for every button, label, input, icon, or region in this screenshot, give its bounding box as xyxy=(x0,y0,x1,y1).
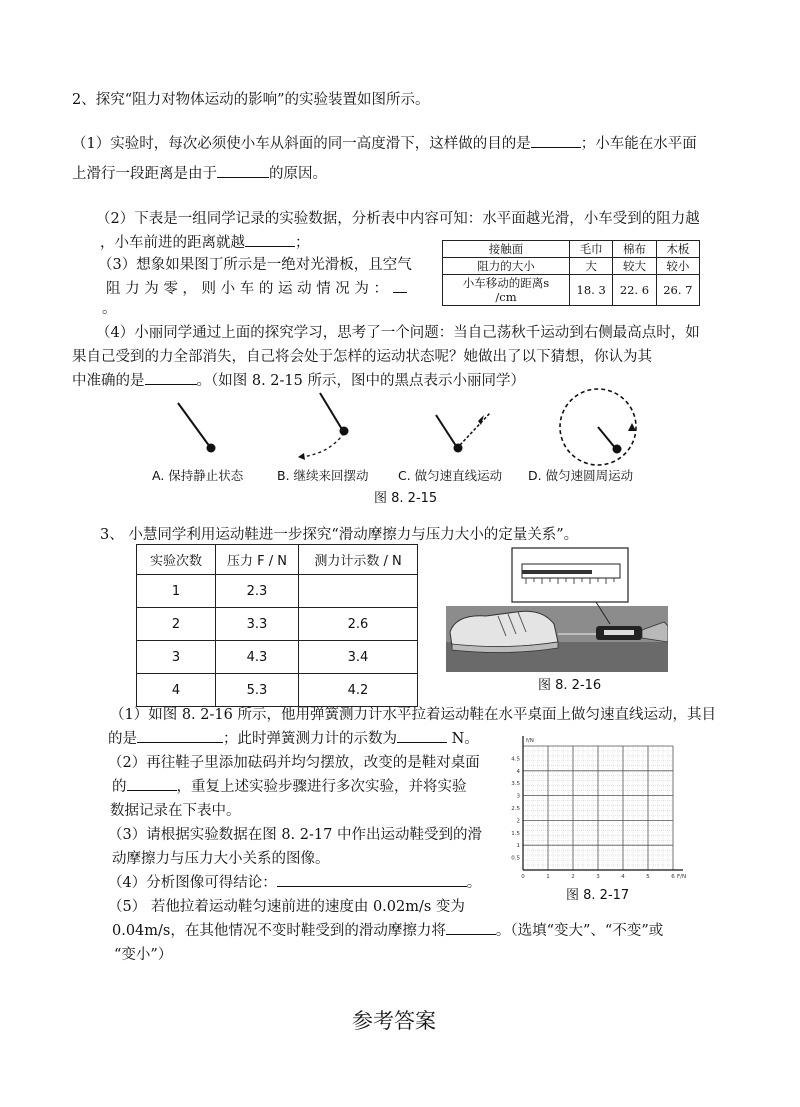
x-tick-label: 0 xyxy=(521,874,525,880)
y-tick-label: 3 xyxy=(516,793,520,800)
q3-part3-line2: 动摩擦力与压力大小关系的图像。 xyxy=(112,851,330,867)
surface-table-header: 毛巾 xyxy=(570,241,613,258)
experiment-table-header: 压力 F / N xyxy=(216,545,299,575)
experiment-table-header: 测力计示数 / N xyxy=(299,545,418,575)
q2-p1-text-a: （1）实验时，每次必须使小车从斜面的同一高度滑下，这样做的目的是 xyxy=(72,136,531,152)
y-tick-label: 4 xyxy=(516,768,520,775)
x-tick-label: 4 xyxy=(621,874,625,880)
q2-part3-line1: （3）想象如果图丁所示是一绝对光滑板，且空气 xyxy=(98,257,412,273)
option-c-diagram xyxy=(436,413,490,453)
experiment-table-cell: 3.3 xyxy=(216,608,299,641)
q2-p2-text-c: ； xyxy=(295,235,310,251)
experiment-table-row xyxy=(137,674,418,707)
q3-p1-text-c: ；此时弹簧测力计的示数为 xyxy=(223,731,397,747)
q3-p4-blank[interactable] xyxy=(277,872,467,887)
experiment-table-cell: 2.3 xyxy=(216,575,299,608)
experiment-table-cell[interactable] xyxy=(299,575,418,608)
experiment-table-cell: 5.3 xyxy=(216,674,299,707)
q3-part2-line1: （2）再往鞋子里添加砝码并均匀摆放，改变的是鞋对桌面 xyxy=(108,755,480,771)
surface-table-cell xyxy=(443,275,570,306)
q3-part2-line3: 数据记录在下表中。 xyxy=(110,803,241,819)
y-tick-label: 2 xyxy=(516,818,520,825)
q3-part4-line xyxy=(108,871,481,892)
x-tick-label: 3 xyxy=(596,874,600,880)
experiment-table-cell: 4 xyxy=(137,674,216,707)
q2-p1-blank-2[interactable] xyxy=(217,163,269,178)
q3-intro: 3、 小慧同学利用运动鞋进一步探究“滑动摩擦力与压力大小的定量关系”。 xyxy=(100,527,579,543)
experiment-table-cell: 3.4 xyxy=(299,641,418,674)
q3-p1-text-d: N。 xyxy=(451,731,479,747)
q3-p1-blank-2[interactable] xyxy=(397,728,447,743)
figure-8-2-16-caption: 图 8. 2-16 xyxy=(538,678,602,693)
q2-p4-blank[interactable] xyxy=(145,370,197,385)
answer-title: 参考答案 xyxy=(352,1009,436,1033)
q2-p3-text-b: 阻 力 为 零 ， 则 小 车 的 运 动 情 况 为 ： xyxy=(106,281,389,297)
experiment-table-header: 实验次数 xyxy=(137,545,216,575)
q2-part1-line2 xyxy=(72,162,327,183)
x-tick-label: 2 xyxy=(571,874,575,880)
figure-8-2-17-caption: 图 8. 2-17 xyxy=(566,888,630,903)
experiment-table-cell: 3 xyxy=(137,641,216,674)
experiment-table-header-row xyxy=(137,545,418,575)
q2-p1-text-c: 上滑行一段距离是由于 xyxy=(72,166,217,182)
q3-p5-text-c: 。（选填“变大”、“不变”或 xyxy=(495,923,664,939)
surface-table-cell: 18. 3 xyxy=(570,275,613,306)
surface-table-cell: 阻力的大小 xyxy=(443,258,570,275)
option-b-diagram xyxy=(298,393,349,460)
shoe-scale-photo xyxy=(446,546,668,672)
q2-part2-line1: （2）下表是一组同学记录的实验数据，分析表中内容可知：水平面越光滑，小车受到的阻力越 xyxy=(96,211,700,227)
experiment-table-row xyxy=(137,608,418,641)
q3-part5-line3: “变小”） xyxy=(114,947,173,963)
q3-part1-line1: （1）如图 8. 2-16 所示，他用弹簧测力计水平拉着运动鞋在水平桌面上做匀速直线运动，其目 xyxy=(110,707,716,723)
q2-part1-line1 xyxy=(72,132,697,153)
option-b-label: B. 继续来回摆动 xyxy=(277,468,369,483)
y-tick-label: 2.5 xyxy=(511,806,520,812)
q2-p1-text-b: ；小车能在水平面 xyxy=(580,136,697,152)
experiment-table xyxy=(136,544,418,707)
surface-table-header: 接触面 xyxy=(443,241,570,258)
q2-p4-text-c: 中准确的是 xyxy=(72,373,145,389)
q2-part2-line2 xyxy=(100,231,310,252)
y-tick-label: 4.5 xyxy=(511,756,520,763)
surface-table-cell: 较小 xyxy=(656,258,699,275)
surface-table-row xyxy=(443,275,700,306)
experiment-table-cell: 2.6 xyxy=(299,608,418,641)
option-d-diagram xyxy=(560,389,636,465)
q2-p2-blank[interactable] xyxy=(245,232,295,247)
experiment-table-cell: 1 xyxy=(137,575,216,608)
swing-figure xyxy=(140,385,680,467)
surface-table-cell: 较大 xyxy=(613,258,656,275)
q2-p1-blank-1[interactable] xyxy=(531,133,581,148)
surface-data-table xyxy=(442,240,700,306)
x-axis-label: F/N xyxy=(677,874,687,880)
q3-part1-line2 xyxy=(108,727,479,748)
x-tick-label: 1 xyxy=(546,874,550,880)
y-tick-label: 0.5 xyxy=(511,855,520,862)
q2-p1-text-d: 的原因。 xyxy=(269,166,327,182)
q2-part4-line2: 果自己受到的力全部消失，自己将会处于怎样的运动状态呢？她做出了以下猜想，你认为其 xyxy=(72,349,652,365)
q3-p2-blank[interactable] xyxy=(127,776,177,791)
experiment-table-row xyxy=(137,641,418,674)
y-tick-label: 1 xyxy=(516,843,520,850)
option-d-label: D. 做匀速圆周运动 xyxy=(528,468,634,483)
surface-table-cell: 大 xyxy=(570,258,613,275)
y-tick-label: 3.5 xyxy=(511,781,520,788)
q3-p5-text-b: 0.04m/s，在其他情况不变时鞋受到的滑动摩擦力将 xyxy=(112,923,446,939)
q3-p5-blank[interactable] xyxy=(446,920,496,935)
experiment-table-cell: 4.3 xyxy=(216,641,299,674)
q3-part2-line2 xyxy=(112,775,467,796)
surface-table-header: 木板 xyxy=(656,241,699,258)
y-tick-label: 1.5 xyxy=(511,830,520,837)
option-a-diagram xyxy=(178,403,216,453)
x-tick-label: 6 xyxy=(671,874,675,880)
q2-p3-blank[interactable] xyxy=(393,278,407,293)
q3-p2-text-c: ，重复上述实验步骤进行多次实验，并将实验 xyxy=(176,779,467,795)
surface-table-row xyxy=(443,258,700,275)
experiment-table-row xyxy=(137,575,418,608)
q2-part4-line1: （4）小丽同学通过上面的探究学习，思考了一个问题：当自己荡秋千运动到右侧最高点时，如 xyxy=(96,325,700,341)
q2-part3-end: 。 xyxy=(102,301,117,317)
friction-graph[interactable] xyxy=(505,732,695,882)
q2-p2-text-b: ，小车前进的距离就越 xyxy=(100,235,245,251)
q2-p4-text-d: 。（如图 8. 2-15 所示，图中的黑点表示小丽同学） xyxy=(196,373,525,389)
q3-part5-line2 xyxy=(112,919,663,940)
surface-table-header-row xyxy=(443,241,700,258)
distance-label-line1: 小车移动的距离s xyxy=(462,276,550,290)
q3-p2-text-b: 的 xyxy=(112,779,127,795)
surface-table-header: 棉布 xyxy=(613,241,656,258)
x-tick-label: 5 xyxy=(646,874,650,880)
y-axis-label: f/N xyxy=(526,738,534,744)
experiment-table-cell: 4.2 xyxy=(299,674,418,707)
q3-p4-text-b: 。 xyxy=(466,875,482,891)
option-a-label: A. 保持静止状态 xyxy=(152,468,244,483)
q3-p1-text-b: 的是 xyxy=(108,731,137,747)
q2-intro: 2、探究“阻力对物体运动的影响”的实验装置如图所示。 xyxy=(72,92,430,108)
distance-label-line2: /cm xyxy=(495,290,517,304)
q3-part3-line1: （3）请根据实验数据在图 8. 2-17 中作出运动鞋受到的滑 xyxy=(108,827,482,843)
figure-8-2-15-caption: 图 8. 2-15 xyxy=(374,491,438,506)
q3-p4-text-a: （4）分析图像可得结论： xyxy=(108,875,277,891)
surface-table-cell: 22. 6 xyxy=(613,275,656,306)
experiment-table-cell: 2 xyxy=(137,608,216,641)
q2-part3-line2 xyxy=(106,277,407,298)
q3-p1-blank-1[interactable] xyxy=(137,728,223,743)
surface-table-cell: 26. 7 xyxy=(656,275,699,306)
option-c-label: C. 做匀速直线运动 xyxy=(398,468,503,483)
q3-part5-line1: （5） 若他拉着运动鞋匀速前进的速度由 0.02m/s 变为 xyxy=(108,899,465,915)
